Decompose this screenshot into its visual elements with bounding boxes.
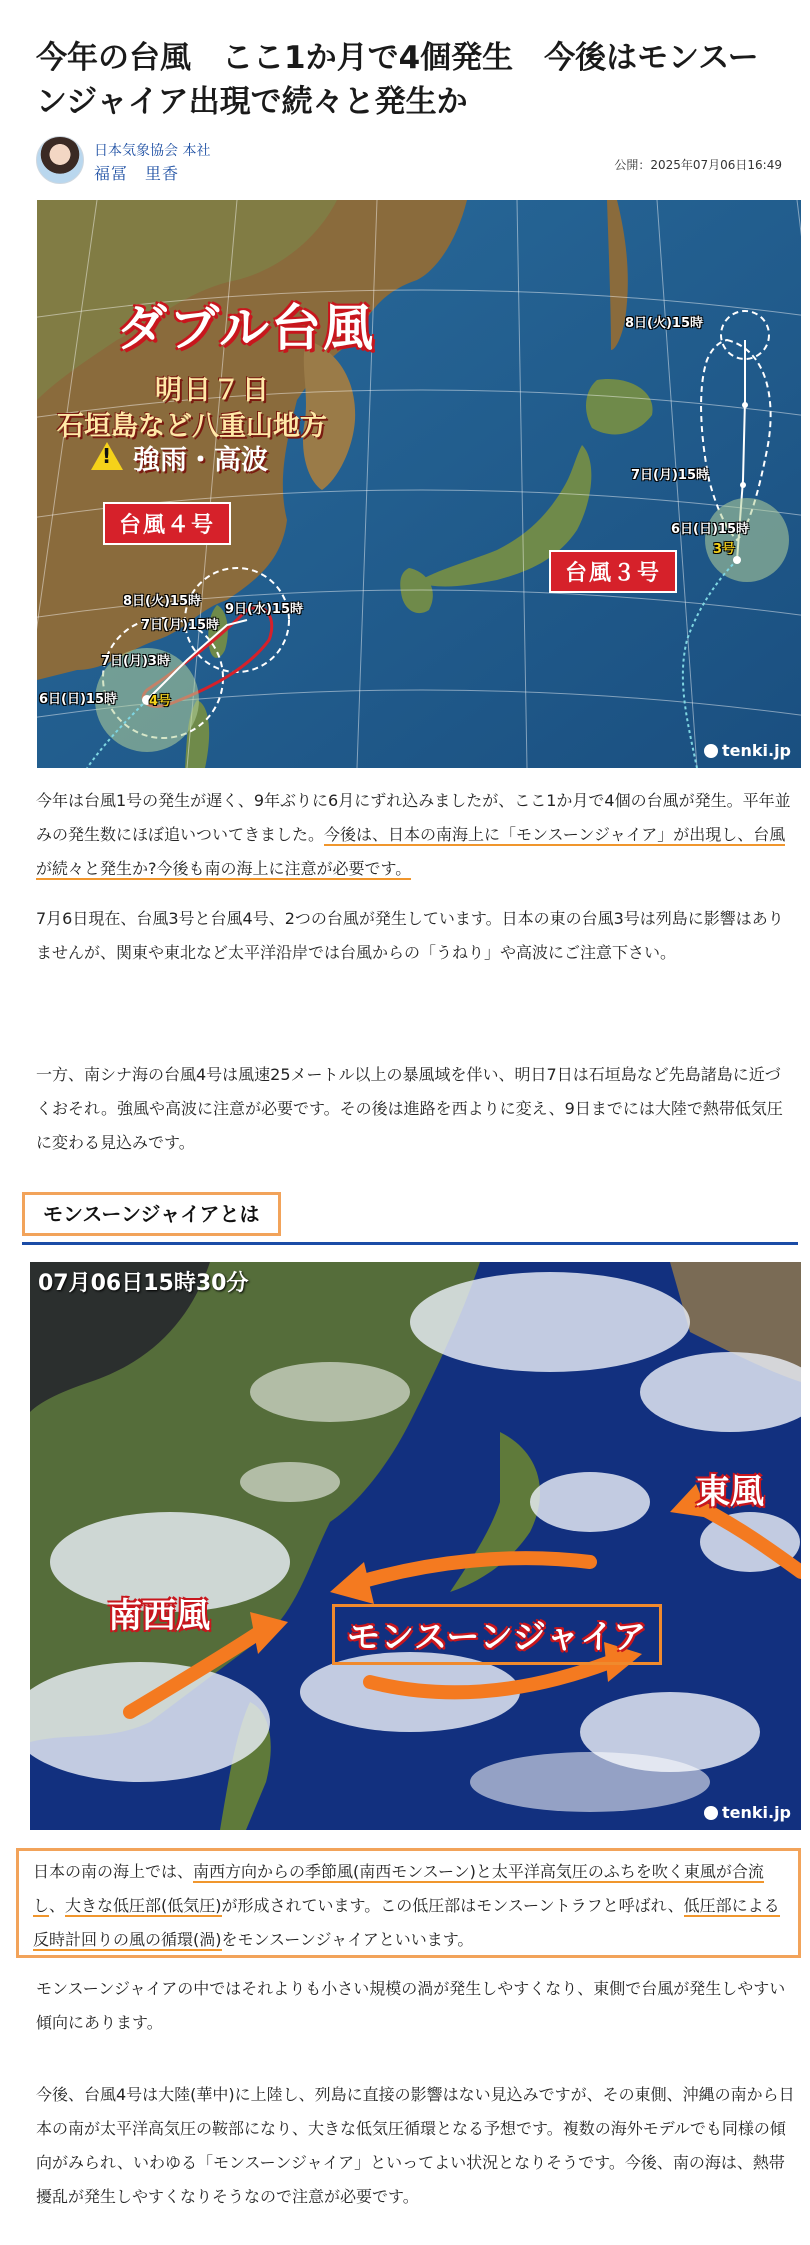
t3-point-label: 8日(火)15時 bbox=[625, 316, 704, 331]
t3-point-label: 7日(月)15時 bbox=[631, 468, 710, 483]
tenki-logo-icon bbox=[704, 1806, 718, 1820]
map-credit-text: tenki.jp bbox=[721, 741, 791, 760]
section-heading-bar bbox=[22, 1202, 798, 1245]
intro-text: 今年は台風1号の発生が遅く、9年ぶりに6月にずれ込みましたが、ここ1か月で4個の台風が発生。平年並みの発生数にほぼ追いついてきました。 bbox=[36, 791, 791, 844]
satellite-image bbox=[30, 1262, 801, 1830]
published-date: 公開：2025年07月06日16:49 bbox=[614, 158, 782, 172]
author-avatar[interactable] bbox=[36, 136, 84, 184]
exclamation-icon: ! bbox=[102, 444, 112, 468]
t4-point-label: 8日(火)15時 bbox=[123, 594, 202, 609]
warning-hazard: 強雨・高波 bbox=[133, 445, 268, 476]
typhoon-3-label: 台風３号 bbox=[549, 550, 677, 593]
typhoon-4-label: 台風４号 bbox=[103, 502, 231, 545]
t4-point-label: 7日(月)3時 bbox=[101, 654, 170, 669]
explanation-highlight: 南西方向からの季節風(南西モンスーン)と太平洋高気圧のふちを吹く東風が合流し bbox=[33, 1862, 764, 1915]
t3-point-label: 6日(日)15時 bbox=[671, 522, 750, 537]
author-name-link[interactable]: 福冨 里香 bbox=[94, 164, 180, 183]
warning-date: 明日７日 bbox=[155, 375, 271, 406]
author-row bbox=[36, 136, 796, 186]
author-org-link[interactable]: 日本気象協会 本社 bbox=[94, 143, 211, 159]
map-credit bbox=[704, 741, 791, 760]
paragraph-typhoon4: 一方、南シナ海の台風4号は風速25メートル以上の暴風域を伴い、明日7日は石垣島など先島諸島に近づくおそれ。強風や高波に注意が必要です。その後は進路を西よりに変え、9日までには大陸で熱帯低気圧に変わる見込みです。 bbox=[36, 1065, 783, 1152]
t4-point-label: 6日(日)15時 bbox=[39, 692, 118, 707]
southwest-wind-label: 南西風 bbox=[108, 1596, 210, 1636]
monsoon-gyre-label: モンスーンジャイア bbox=[332, 1604, 662, 1665]
t4-point-label: 9日(水)15時 bbox=[225, 602, 304, 617]
section-heading: モンスーンジャイアとは bbox=[22, 1192, 281, 1236]
satellite-timestamp: 07月06日15時30分 bbox=[38, 1271, 249, 1296]
satellite-credit-text: tenki.jp bbox=[721, 1803, 791, 1822]
paragraph-outlook: 今後、台風4号は大陸(華中)に上陸し、列島に直接の影響はない見込みですが、その東側、沖縄の南から日本の南が太平洋高気圧の鞍部になり、大きな低気圧循環となる予想です。複数の海外モデルでも同様の傾向がみられ、いわゆる「モンスーンジャイア」といってよい状況となりそうです。今後、南の海は、熱帯擾乱が発生しやすくなりそうなので注意が必要です。 bbox=[36, 2085, 795, 2206]
explanation-callout bbox=[16, 1848, 801, 1958]
satellite-credit bbox=[704, 1803, 791, 1822]
east-wind-label: 東風 bbox=[696, 1472, 764, 1512]
t4-point-label: 4号 bbox=[149, 694, 172, 709]
paragraph-typhoon3: 7月6日現在、台風3号と台風4号、2つの台風が発生しています。日本の東の台風3号は列島に影響はありませんが、関東や東北など太平洋沿岸では台風からの「うねり」や高波にご注意下さい。 bbox=[36, 909, 784, 962]
paragraph-gyre-vortices: モンスーンジャイアの中ではそれよりも小さい規模の渦が発生しやすくなり、東側で台風が発生しやすい傾向にあります。 bbox=[36, 1979, 786, 2032]
explanation-highlight: 低圧部による反時計回りの風の循環(渦) bbox=[33, 1896, 780, 1949]
map-background bbox=[37, 200, 801, 768]
explanation-text: が形成されています。この低圧部はモンスーントラフと呼ばれ、 bbox=[221, 1896, 684, 1915]
t4-point-label: 7日(月)15時 bbox=[141, 618, 220, 633]
intro-paragraph bbox=[36, 784, 796, 886]
explanation-paragraph bbox=[33, 1855, 793, 1957]
explanation-text: 、 bbox=[49, 1896, 66, 1915]
explanation-text: 日本の南の海上では、 bbox=[33, 1862, 194, 1881]
explanation-highlight: 大きな低圧部(低気圧) bbox=[65, 1896, 222, 1915]
intro-highlight: 今後は、日本の南海上に「モンスーンジャイア」が出現し、台風が続々と発生か?今後も南の海上に注意が必要です。 bbox=[36, 825, 786, 878]
article-title: 今年の台風 ここ1か月で4個発生 今後はモンスーンジャイア出現で続々と発生か bbox=[36, 40, 759, 120]
warning-area: 石垣島など八重山地方 bbox=[57, 411, 327, 442]
map-headline: ダブル台風 bbox=[117, 299, 375, 357]
typhoon-forecast-map bbox=[37, 200, 801, 768]
t3-point-label: 3号 bbox=[713, 542, 736, 557]
tenki-logo-icon bbox=[704, 744, 718, 758]
explanation-text: をモンスーンジャイアといいます。 bbox=[221, 1930, 474, 1949]
satellite-background bbox=[30, 1262, 801, 1830]
